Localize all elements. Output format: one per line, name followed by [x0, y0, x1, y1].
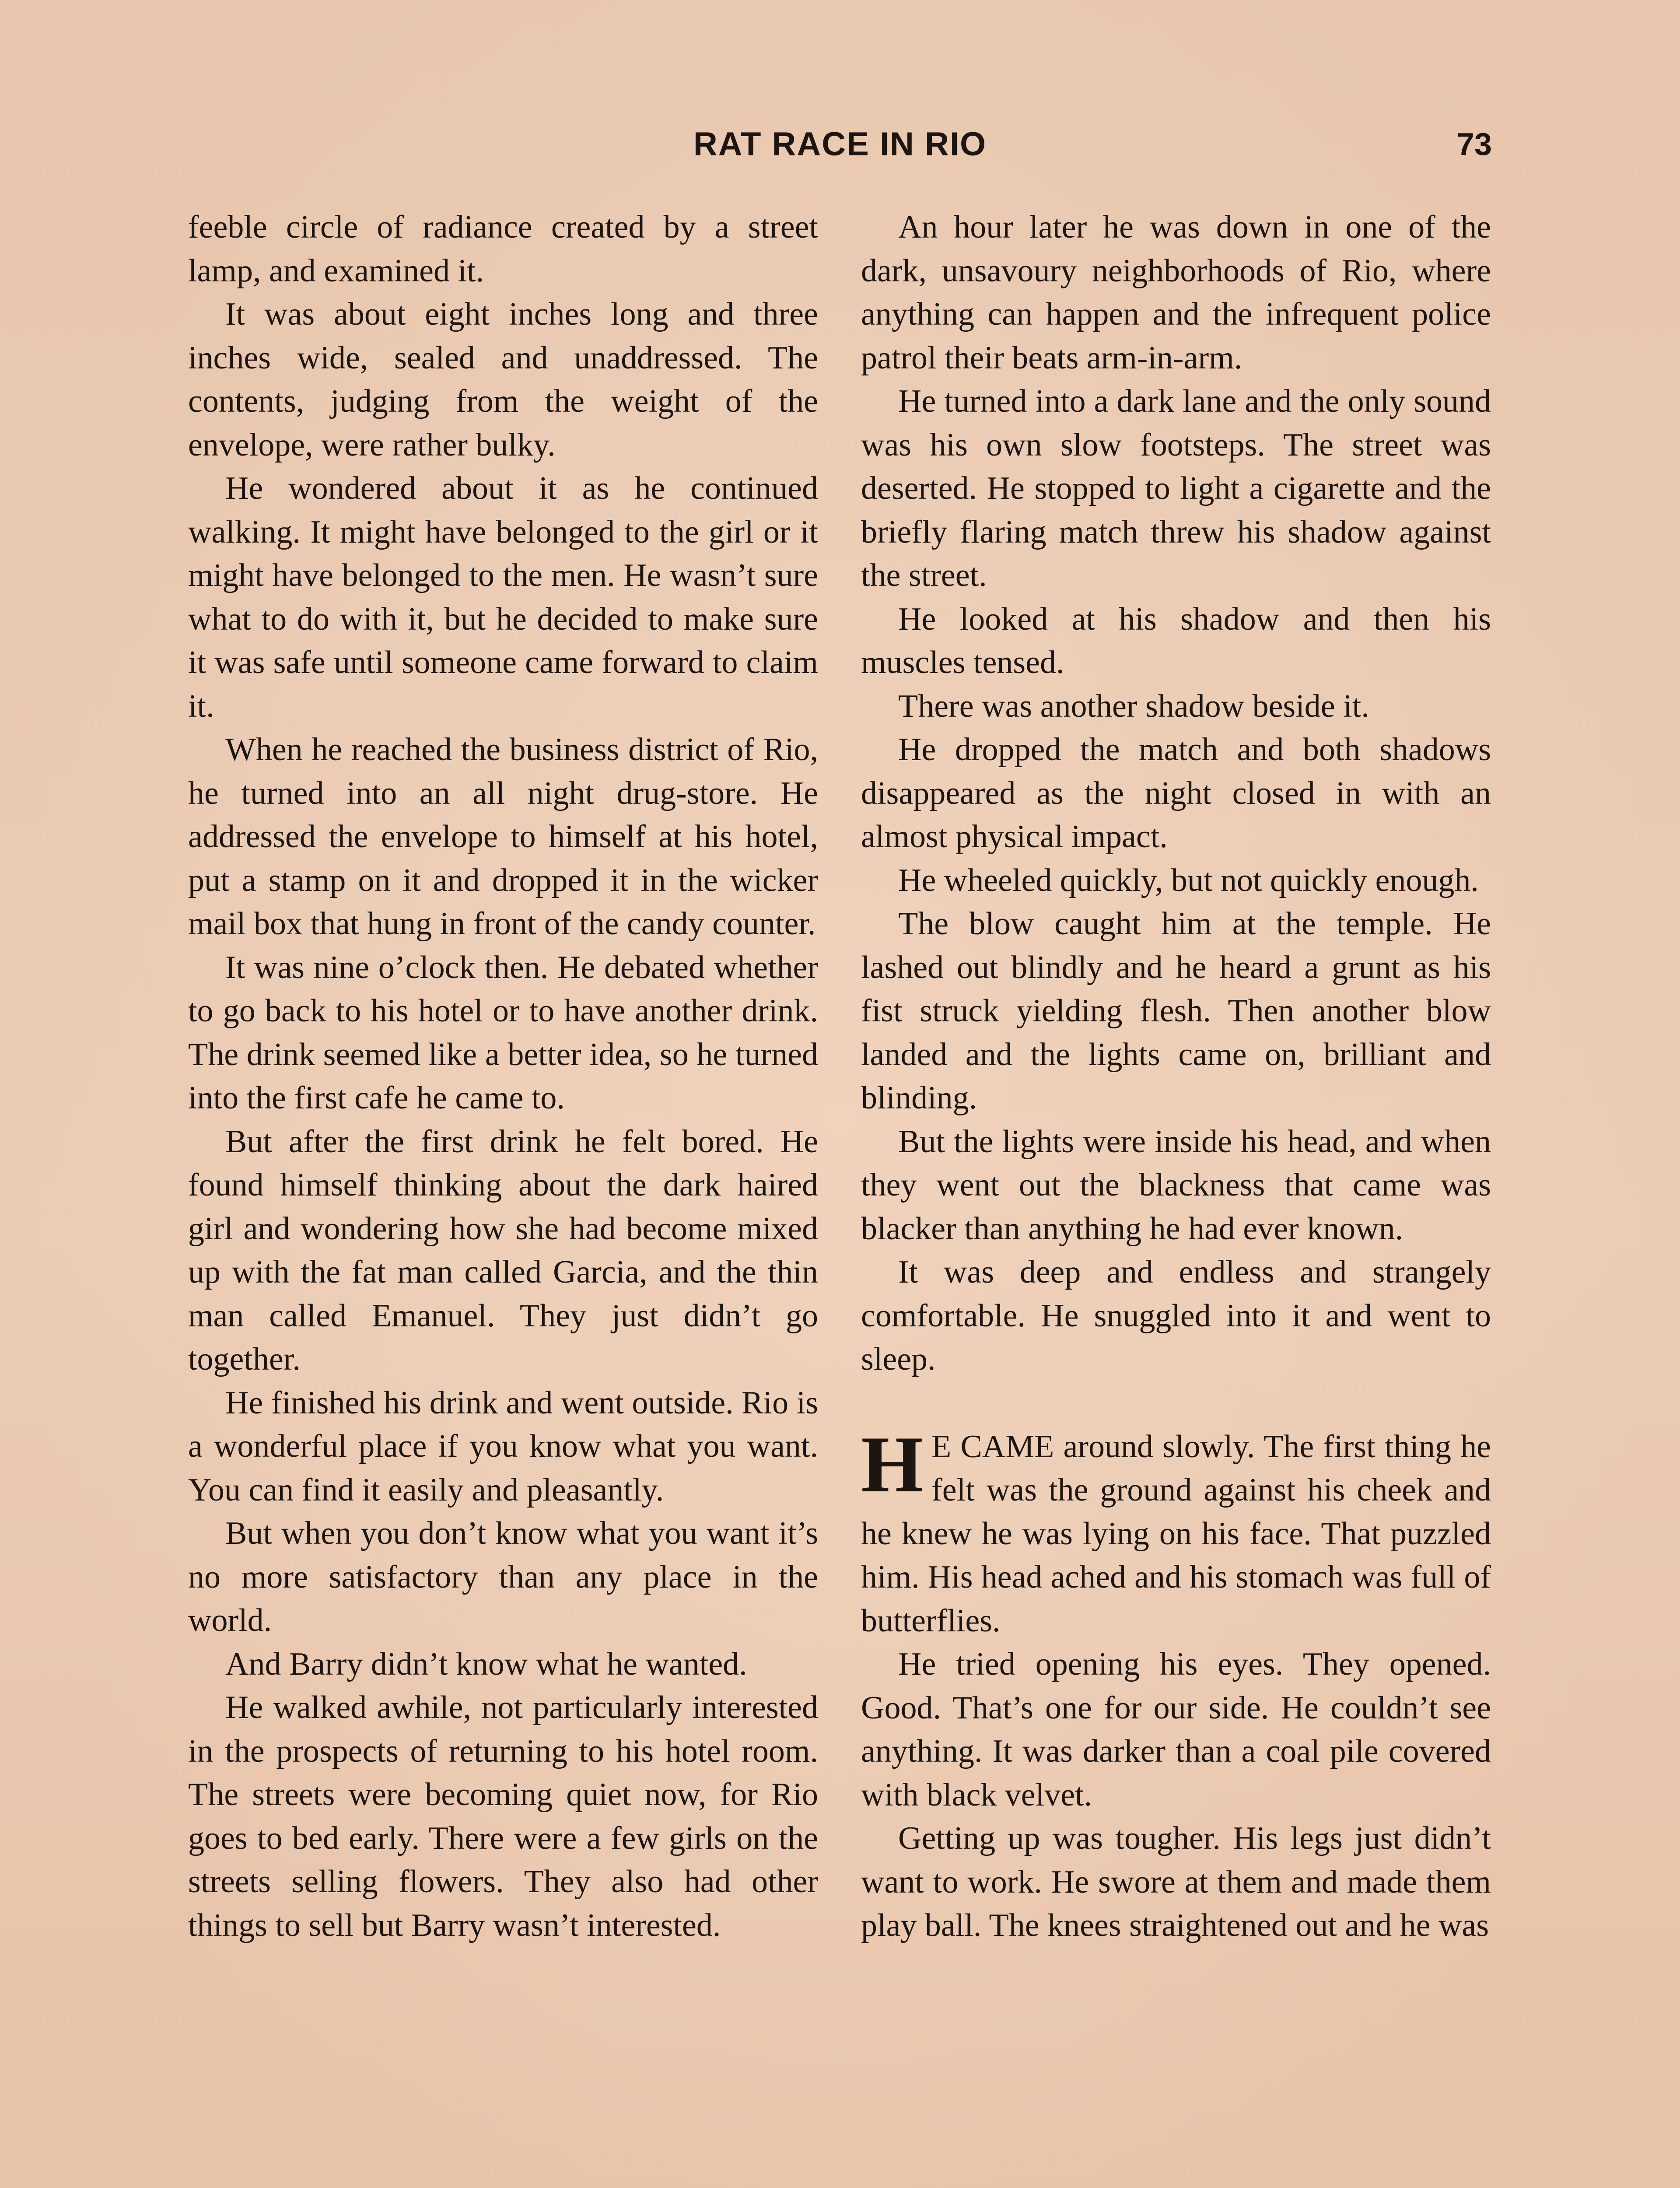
paragraph: There was another shadow beside it. [898, 688, 1369, 724]
section-break [861, 1382, 1491, 1425]
right-column [861, 206, 1491, 1948]
dropcap-paragraph-text: around slowly. The first thing he felt was the ground against his cheek and he knew he was lying on his face. That puzzled him. His head ached and his stomach was full of butterflies. [861, 1428, 1491, 1639]
paragraph: But when you don’t know what you want it’s no more satisfactory than any place in the world. [188, 1515, 818, 1638]
paragraph: He wondered about it as he continued walking. It might have belonged to the girl or it might have belonged to the men. He wasn’t sure what to do with it, but he decided to make sure it was safe until someone came forward to claim it. [188, 470, 818, 724]
paragraph: An hour later he was down in one of the dark, unsavoury neighborhoods of Rio, where anything can happen and the infrequent police patrol their beats arm-in-arm. [861, 209, 1491, 376]
paragraph: He tried opening his eyes. They opened. Good. That’s one for our side. He couldn’t see anything. It was darker than a coal pile covered with black velvet. [861, 1646, 1491, 1813]
page-number: 73 [1456, 127, 1492, 162]
paragraph: The blow caught him at the temple. He lashed out blindly and he heard a grunt as his fist struck yielding flesh. Then another blow landed and the lights came on, brilliant and blinding. [861, 906, 1491, 1116]
page-header [188, 118, 1492, 171]
paragraph: It was deep and endless and strangely comfortable. He snuggled into it and went to sleep. [861, 1254, 1491, 1377]
paragraph: He walked awhile, not particularly interested in the prospects of returning to his hotel room. The streets were becoming quiet now, for Rio goes to bed early. There were a few girls on the streets selling flowers. They also had other things to sell but Barry wasn’t interested. [188, 1690, 818, 1943]
paragraph: He dropped the match and both shadows disappeared as the night closed in with an almost physical impact. [861, 732, 1491, 855]
paragraph: He wheeled quickly, but not quickly enough. [898, 862, 1479, 898]
running-title: RAT RACE IN RIO [693, 126, 987, 163]
paragraph: It was about eight inches long and three inches wide, sealed and unaddressed. The contents, judging from the weight of the envelope, were rather bulky. [188, 296, 818, 463]
paragraph: But the lights were inside his head, and when they went out the blackness that came was blacker than anything he had ever known. [861, 1123, 1491, 1247]
paragraph: Getting up was tougher. His legs just didn’t want to work. He swore at them and made them play ball. The knees straightened out and he was [861, 1820, 1491, 1943]
drop-cap: H [861, 1419, 924, 1509]
paragraph: But after the first drink he felt bored. He found himself thinking about the dark haired girl and wondering how she had become mixed up with the fat man called Garcia, and the thin man called Emanuel. They just didn’t go together. [188, 1123, 818, 1377]
left-column [188, 206, 818, 1947]
paragraph: He looked at his shadow and then his muscles tensed. [861, 601, 1491, 680]
paragraph: It was nine o’clock then. He debated whether to go back to his hotel or to have another drink. The drink seemed like a better idea, so he turned into the first cafe he came to. [188, 949, 818, 1116]
paragraph: And Barry didn’t know what he wanted. [225, 1646, 747, 1682]
paragraph: feeble circle of radiance created by a street lamp, and examined it. [188, 209, 818, 289]
paragraph: He finished his drink and went outside. Rio is a wonderful place if you know what you want. You can find it easily and pleasantly. [188, 1385, 818, 1508]
small-caps-lead: E CAME [931, 1428, 1054, 1465]
dropcap-paragraph [861, 1419, 1491, 1643]
paragraph: He turned into a dark lane and the only sound was his own slow footsteps. The street was deserted. He stopped to light a cigarette and the briefly flaring match threw his shadow against the street. [861, 383, 1491, 593]
paragraph: When he reached the business district of Rio, he turned into an all night drug-store. He addressed the envelope to himself at his hotel, put a stamp on it and dropped it in the wicker mail box that hung in front of the candy counter. [188, 732, 818, 942]
